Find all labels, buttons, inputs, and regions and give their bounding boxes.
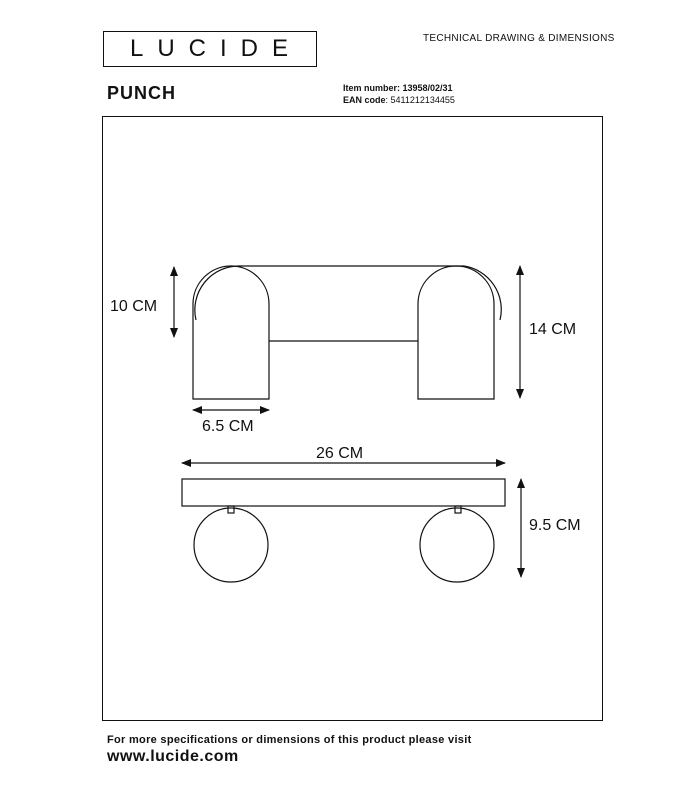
right-joint <box>455 506 461 513</box>
document-title: TECHNICAL DRAWING & DIMENSIONS <box>423 33 615 44</box>
left-spot-head <box>194 508 268 582</box>
right-spot-shade <box>418 266 494 399</box>
depth-label: 9.5 CM <box>529 517 581 534</box>
footer-website-link[interactable]: www.lucide.com <box>107 748 239 765</box>
front-view <box>193 266 501 399</box>
item-number-label: Item number: <box>343 83 401 93</box>
arm-height-label: 10 CM <box>110 298 158 315</box>
ean-code-label: EAN code <box>343 95 386 105</box>
total-length-label: 26 CM <box>316 445 364 462</box>
top-view <box>182 479 505 582</box>
logo-text: LUCIDE <box>129 35 303 62</box>
right-spot-head <box>420 508 494 582</box>
item-number-value: 13958/02/31 <box>400 83 453 93</box>
ean-code-value: : 5411212134455 <box>385 95 455 105</box>
base-plate <box>182 479 505 506</box>
product-name: PUNCH <box>107 83 177 103</box>
left-joint <box>228 506 234 513</box>
footer-info-text: For more specifications or dimensions of this product please visit <box>107 734 472 746</box>
shade-width-label: 6.5 CM <box>202 418 254 435</box>
mounting-bar-outline <box>195 266 501 320</box>
total-height-label: 14 CM <box>529 321 577 338</box>
left-spot-shade <box>193 266 269 399</box>
